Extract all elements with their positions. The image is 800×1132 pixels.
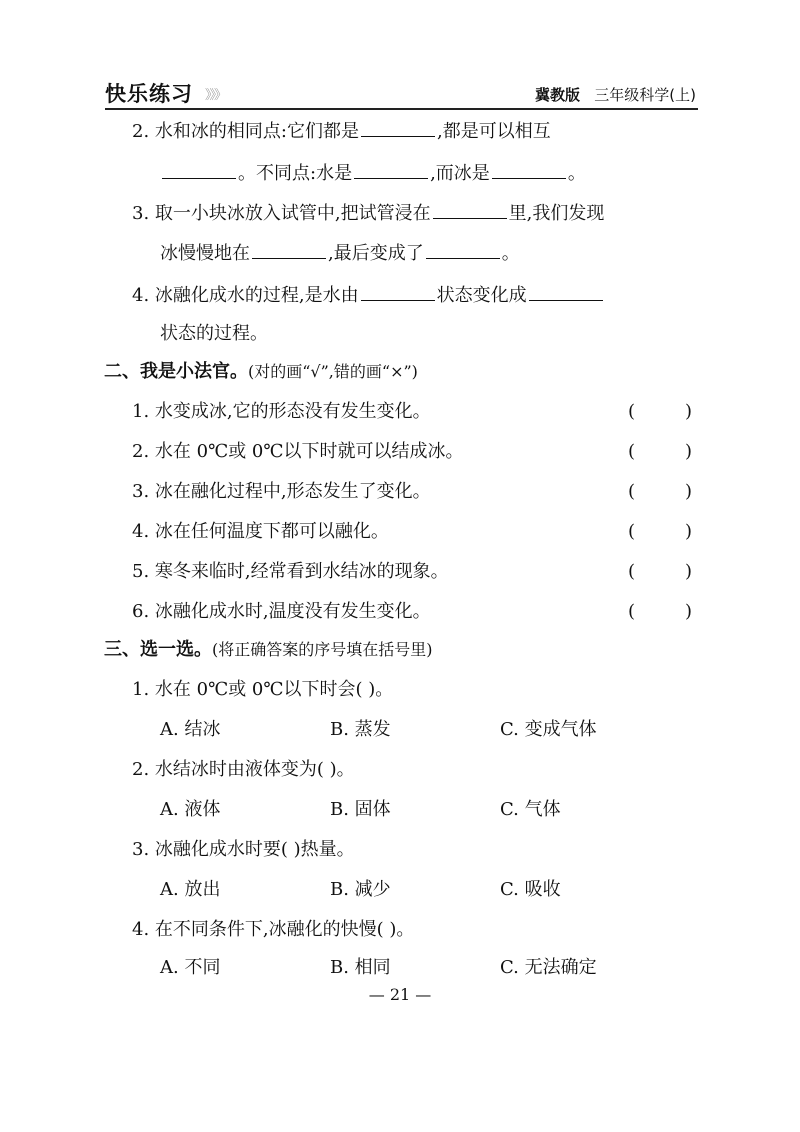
- page-header: [105, 78, 698, 110]
- judge-text: 5. 寒冬来临时,经常看到水结冰的现象。: [132, 561, 449, 582]
- question-text: 4. 在不同条件下,冰融化的快慢( )。: [132, 919, 415, 940]
- item-text: 水和冰的相同点:它们都是: [154, 121, 359, 142]
- option-a[interactable]: A. 液体: [160, 799, 221, 820]
- fill-item-2-line-2: [160, 160, 586, 186]
- judge-item: 1. 水变成冰,它的形态没有发生变化。 ( ): [132, 401, 692, 422]
- section-2-heading: [104, 360, 418, 384]
- item-text: 状态变化成: [436, 285, 527, 306]
- judge-text: 3. 冰在融化过程中,形态发生了变化。: [132, 481, 431, 502]
- item-text: 状态的过程。: [160, 323, 268, 344]
- option-b[interactable]: B. 减少: [330, 879, 391, 900]
- option-c[interactable]: C. 无法确定: [500, 957, 597, 978]
- answer-blank[interactable]: [252, 240, 326, 259]
- item-text: 取一小块冰放入试管中,把试管浸在: [154, 203, 431, 224]
- answer-blank[interactable]: [426, 240, 500, 259]
- judge-item: 4. 冰在任何温度下都可以融化。 ( ): [132, 521, 692, 542]
- section-note: (将正确答案的序号填在括号里): [212, 640, 433, 659]
- item-text: 冰融化成水的过程,是水由: [154, 285, 359, 306]
- judge-text: 1. 水变成冰,它的形态没有发生变化。: [132, 401, 431, 422]
- item-text: 。: [567, 163, 586, 184]
- answer-blank[interactable]: [529, 282, 603, 301]
- choice-question: [132, 918, 414, 942]
- option-c[interactable]: C. 气体: [500, 799, 561, 820]
- header-edition: 冀教版: [534, 86, 580, 104]
- item-text: 。不同点:水是: [238, 163, 353, 184]
- answer-blank[interactable]: [361, 282, 435, 301]
- item-text: 冰慢慢地在: [160, 243, 250, 264]
- fill-item-4-line-2: [160, 322, 268, 346]
- answer-blank[interactable]: [162, 160, 236, 179]
- page-number: — 21 —: [368, 985, 432, 1004]
- section-title: 三、选一选。: [104, 639, 212, 660]
- option-a[interactable]: A. 不同: [160, 957, 221, 978]
- item-number: 3.: [132, 203, 150, 224]
- section-note: (对的画“√”,错的画“×”): [248, 362, 418, 381]
- question-text: 1. 水在 0℃或 0℃以下时会( )。: [132, 679, 394, 700]
- fill-item-3-line-1: [132, 200, 604, 226]
- judge-text: 2. 水在 0℃或 0℃以下时就可以结成冰。: [132, 441, 464, 462]
- option-a[interactable]: A. 放出: [160, 879, 221, 900]
- question-text: 3. 冰融化成水时要( )热量。: [132, 839, 355, 860]
- answer-blank[interactable]: [354, 160, 428, 179]
- answer-blank[interactable]: [433, 200, 507, 219]
- option-a[interactable]: A. 结冰: [160, 719, 221, 740]
- chevron-right-icon: 》》》: [205, 88, 226, 103]
- option-c[interactable]: C. 吸收: [500, 879, 561, 900]
- fill-item-3-line-2: [160, 240, 520, 266]
- judge-item: 2. 水在 0℃或 0℃以下时就可以结成冰。 ( ): [132, 441, 692, 462]
- fill-item-2-line-1: [132, 118, 551, 144]
- item-number: 2.: [132, 121, 150, 142]
- item-number: 4.: [132, 285, 150, 306]
- choice-question: [132, 758, 355, 782]
- choice-question: [132, 678, 393, 702]
- answer-blank[interactable]: [361, 118, 435, 137]
- judge-text: 6. 冰融化成水时,温度没有发生变化。: [132, 601, 431, 622]
- choice-question: [132, 838, 355, 862]
- item-text: ,都是可以相互: [437, 121, 551, 142]
- option-c[interactable]: C. 变成气体: [500, 719, 597, 740]
- header-title: 快乐练习: [105, 82, 193, 106]
- item-text: ,而冰是: [430, 163, 490, 184]
- answer-blank[interactable]: [492, 160, 566, 179]
- judge-item: 3. 冰在融化过程中,形态发生了变化。 ( ): [132, 481, 692, 502]
- question-text: 2. 水结冰时由液体变为( )。: [132, 759, 355, 780]
- item-text: 里,我们发现: [508, 203, 605, 224]
- section-3-heading: [104, 638, 433, 662]
- judge-text: 4. 冰在任何温度下都可以融化。: [132, 521, 389, 542]
- option-b[interactable]: B. 相同: [330, 957, 391, 978]
- option-b[interactable]: B. 蒸发: [330, 719, 391, 740]
- option-b[interactable]: B. 固体: [330, 799, 391, 820]
- judge-item: 6. 冰融化成水时,温度没有发生变化。 ( ): [132, 601, 692, 622]
- item-text: 。: [501, 243, 520, 264]
- section-title: 二、我是小法官。: [104, 361, 248, 382]
- judge-item: 5. 寒冬来临时,经常看到水结冰的现象。 ( ): [132, 561, 692, 582]
- item-text: ,最后变成了: [328, 243, 424, 264]
- fill-item-4-line-1: [132, 282, 605, 308]
- header-grade: 三年级科学(上): [594, 86, 696, 104]
